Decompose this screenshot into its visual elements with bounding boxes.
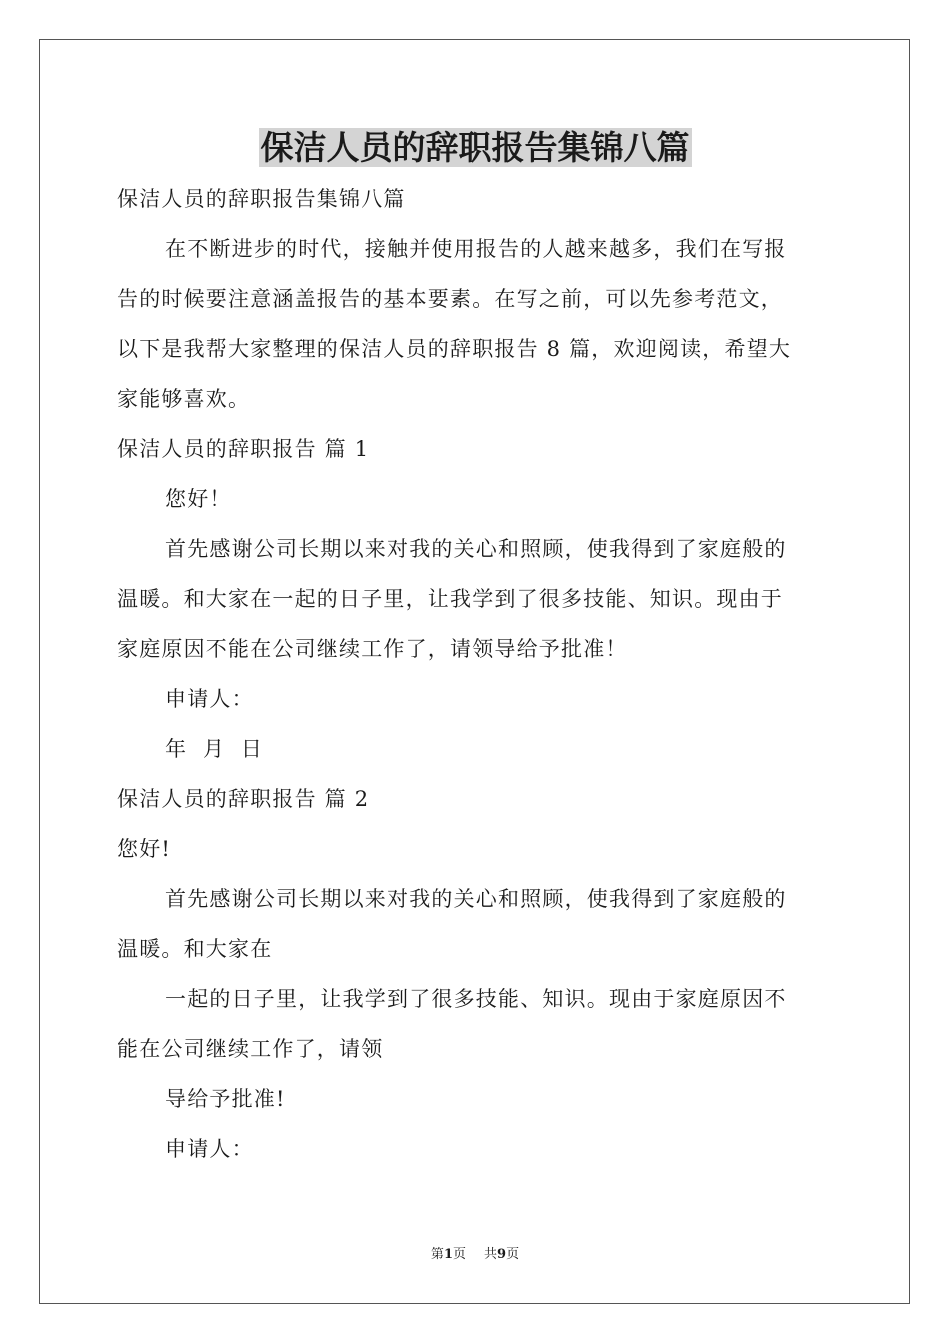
page-footer — [0, 1246, 950, 1264]
applicant-line: 申请人： — [165, 687, 254, 711]
subtitle-line: 保洁人员的辞职报告集锦八篇 — [117, 187, 406, 211]
page-frame — [39, 39, 910, 1304]
paragraph-line: 家能够喜欢。 — [117, 387, 251, 411]
page-prefix: 第 — [430, 1247, 444, 1262]
greeting-line: 您好！ — [165, 487, 232, 511]
greeting-line: 您好! — [117, 837, 172, 861]
section-heading-2: 保洁人员的辞职报告 篇 2 — [117, 787, 370, 811]
paragraph-line: 家庭原因不能在公司继续工作了，请领导给予批准！ — [117, 637, 628, 661]
total-prefix: 共 — [484, 1247, 498, 1262]
paragraph-line: 在不断进步的时代，接触并使用报告的人越来越多，我们在写报 — [165, 237, 787, 261]
paragraph-line: 告的时候要注意涵盖报告的基本要素。在写之前，可以先参考范文， — [117, 287, 783, 311]
paragraph-line: 能在公司继续工作了，请领 — [117, 1037, 384, 1061]
paragraph-line: 一起的日子里，让我学到了很多技能、知识。现由于家庭原因不 — [165, 987, 787, 1011]
page-suffix: 页 — [452, 1247, 466, 1262]
date-line: 年 月 日 — [165, 737, 264, 761]
section-heading-1: 保洁人员的辞职报告 篇 1 — [117, 437, 370, 461]
applicant-line: 申请人： — [165, 1137, 254, 1161]
paragraph-line: 首先感谢公司长期以来对我的关心和照顾，使我得到了家庭般的 — [165, 887, 787, 911]
paragraph-line: 温暖。和大家在一起的日子里，让我学到了很多技能、知识。现由于 — [117, 587, 783, 611]
document-title — [0, 126, 950, 170]
total-suffix: 页 — [506, 1247, 520, 1262]
paragraph-line: 首先感谢公司长期以来对我的关心和照顾，使我得到了家庭般的 — [165, 537, 787, 561]
paragraph-line: 导给予批准! — [165, 1087, 286, 1111]
paragraph-line: 温暖。和大家在 — [117, 937, 273, 961]
paragraph-line: 以下是我帮大家整理的保洁人员的辞职报告 8 篇，欢迎阅读，希望大 — [117, 337, 792, 361]
page-current: 1 — [443, 1247, 453, 1262]
page-total: 9 — [497, 1247, 507, 1262]
document-title-text: 保洁人员的辞职报告集锦八篇 — [260, 128, 690, 167]
